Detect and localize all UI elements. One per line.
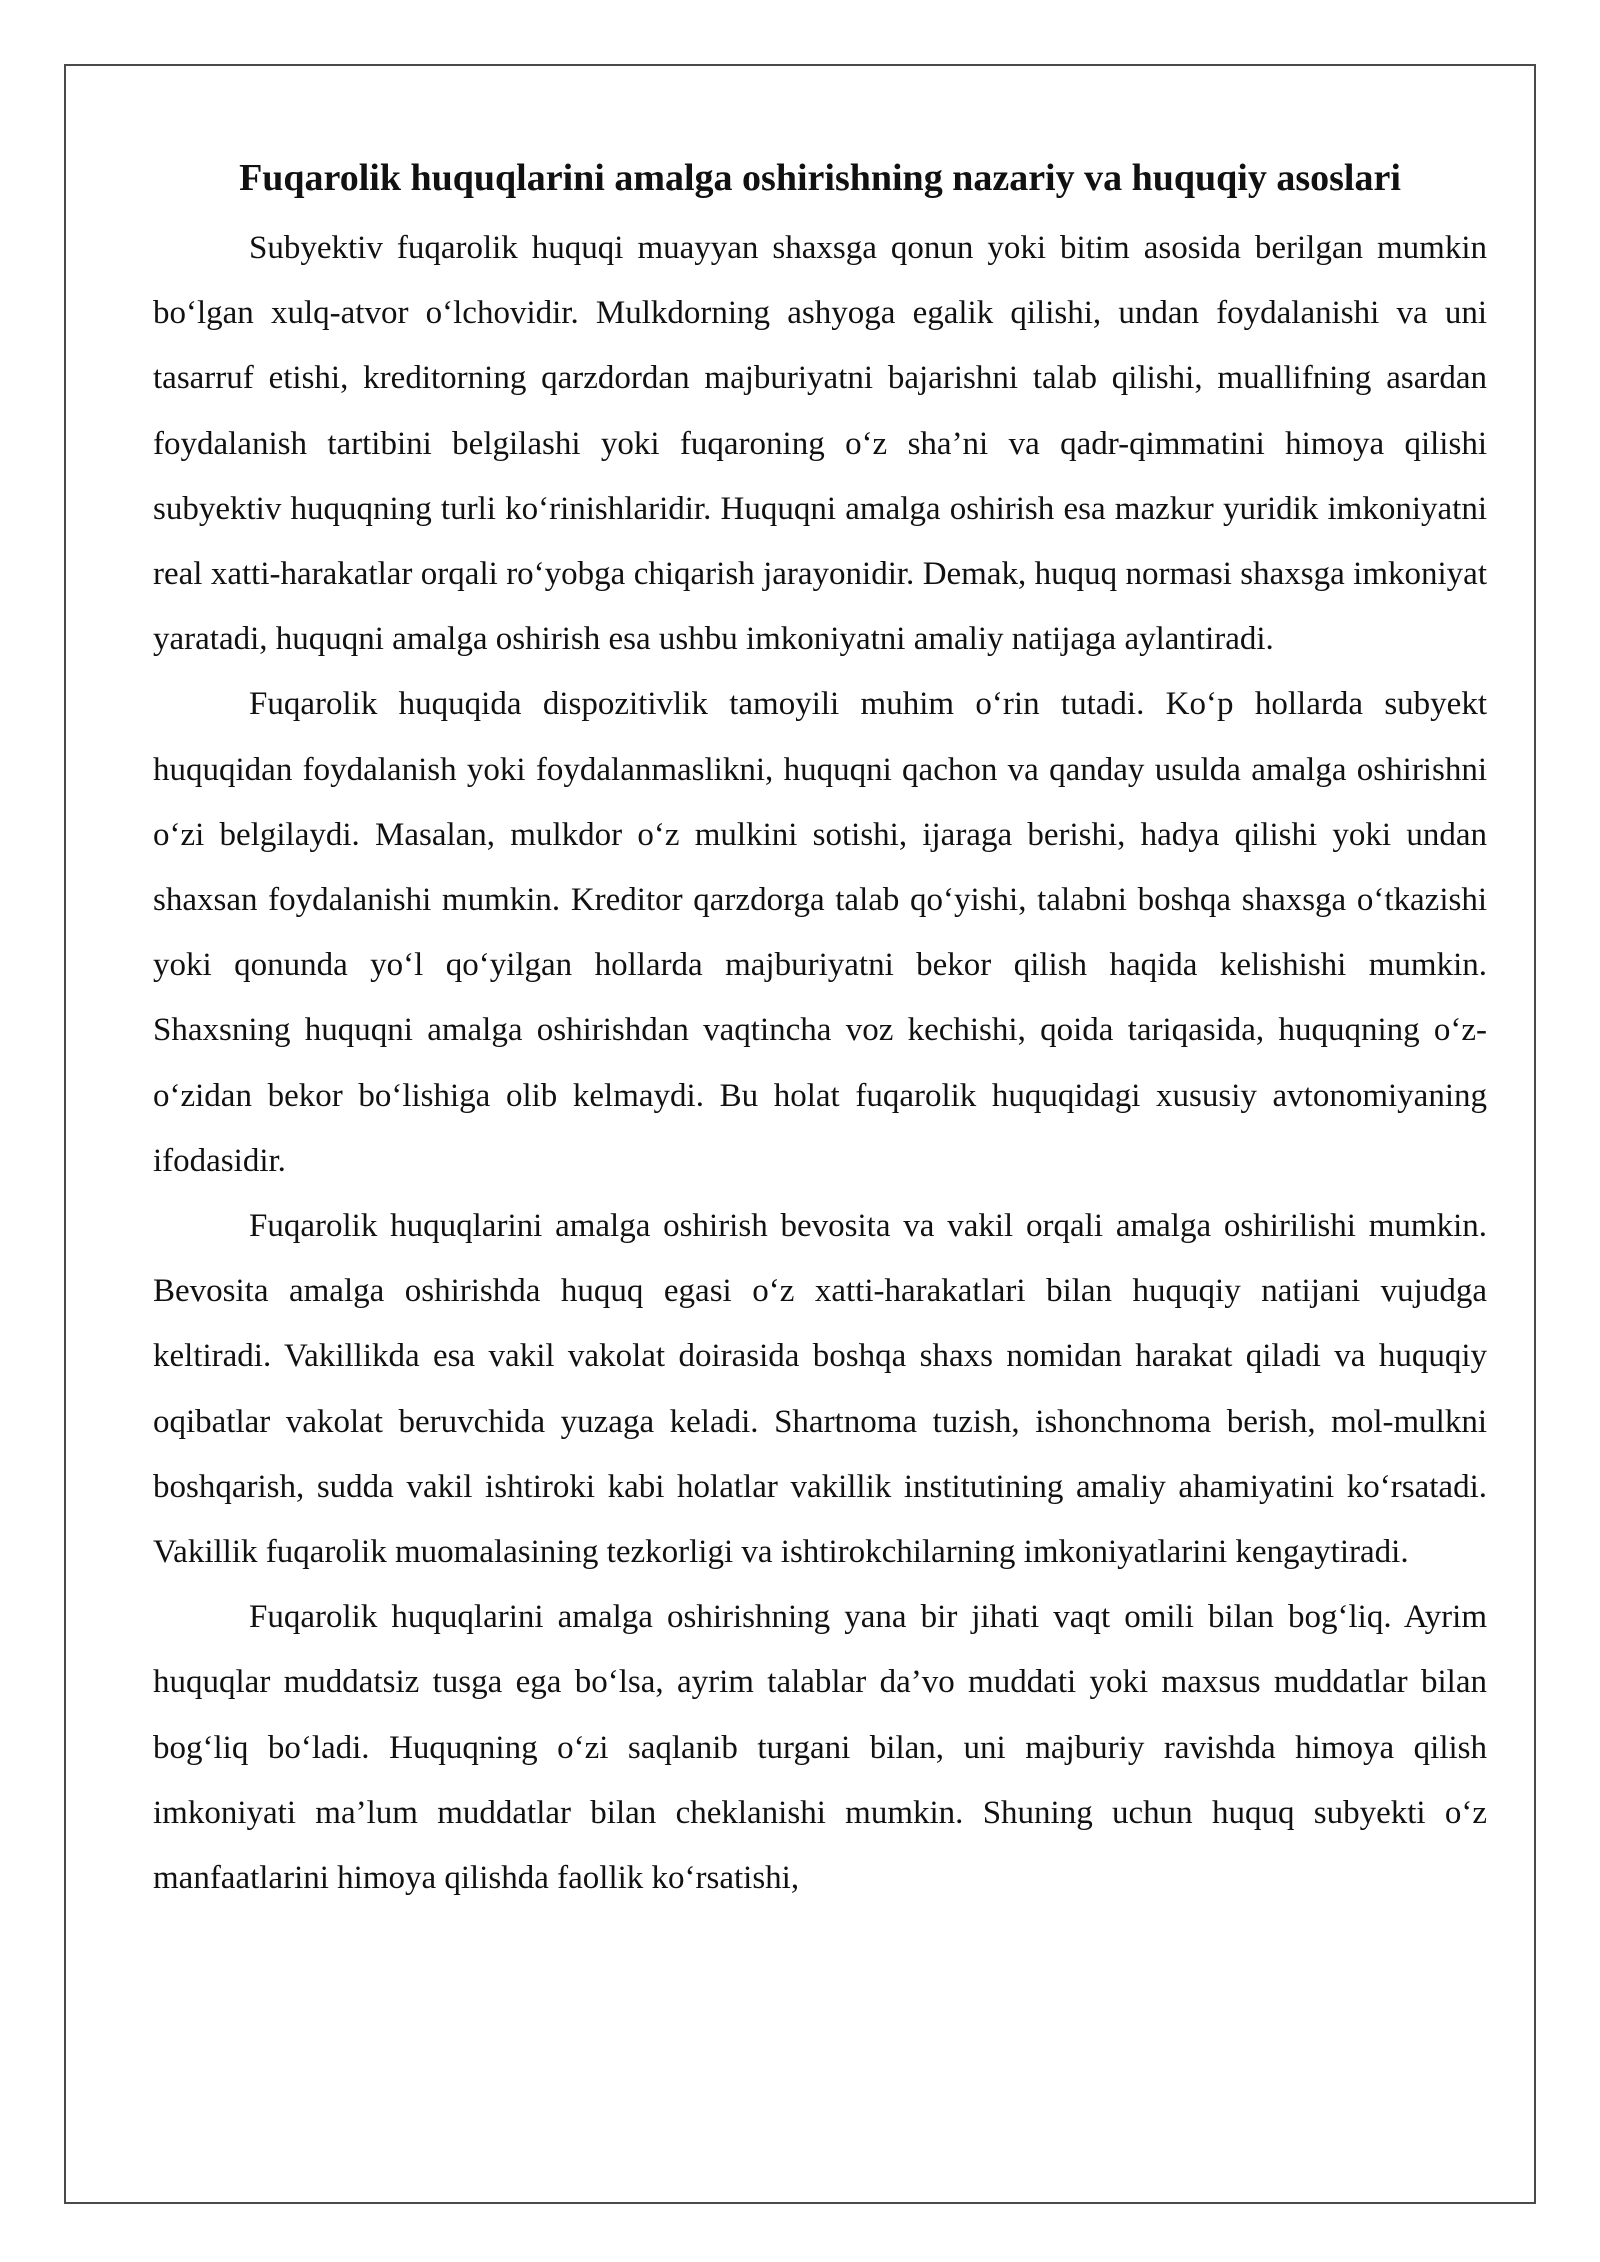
paragraph-2: Fuqarolik huquqida dispozitivlik tamoyili muhim o‘rin tutadi. Ko‘p hollarda subyekt huquqidan foydalanish yoki foydalanmaslikni, huquqni qachon va qanday usulda amalga oshirishni o‘zi belgilaydi. Masalan, mulkdor o‘z mulkini sotishi, ijaraga berishi, hadya qilishi yoki undan shaxsan foydalanishi mumkin. Kreditor qarzdorga talab qo‘yishi, talabni boshqa shaxsga o‘tkazishi yoki qonunda yo‘l qo‘yilgan hollarda majburiyatni bekor qilish haqida kelishishi mumkin. Shaxsning huquqni amalga oshirishdan vaqtincha voz kechishi, qoida tariqasida, huquqning o‘z-o‘zidan bekor bo‘lishiga olib kelmaydi. Bu holat fuqarolik huquqidagi xususiy avtonomiyaning ifodasidir. — [153, 686, 1487, 1179]
paragraph-4: Fuqarolik huquqlarini amalga oshirishning yana bir jihati vaqt omili bilan bog‘liq. Ayrim huquqlar muddatsiz tusga ega bo‘lsa, ayrim talablar da’vo muddati yoki maxsus muddatlar bilan bog‘liq bo‘ladi. Huquqning o‘zi saqlanib turgani bilan, uni majburiy ravishda himoya qilish imkoniyati ma’lum muddatlar bilan cheklanishi mumkin. Shuning uchun huquq subyekti o‘z manfaatlarini himoya qilishda faollik ko‘rsatishi, — [153, 1599, 1487, 1897]
document-title: Fuqarolik huquqlarini amalga oshirishning nazariy va huquqiy asoslari — [239, 157, 1401, 199]
document-body — [153, 148, 1487, 1911]
paragraph-1: Subyektiv fuqarolik huquqi muayyan shaxsga qonun yoki bitim asosida berilgan mumkin bo‘lgan xulq-atvor o‘lchovidir. Mulkdorning ashyoga egalik qilishi, undan foydalanishi va uni tasarruf etishi, kreditorning qarzdordan majburiyatni bajarishni talab qilishi, muallifning asardan foydalanish tartibini belgilashi yoki fuqaroning o‘z sha’ni va qadr-qimmatini himoya qilishi subyektiv huquqning turli ko‘rinishlaridir. Huquqni amalga oshirish esa mazkur yuridik imkoniyatni real xatti-harakatlar orqali ro‘yobga chiqarish jarayonidir. Demak, huquq normasi shaxsga imkoniyat yaratadi, huquqni amalga oshirish esa ushbu imkoniyatni amaliy natijaga aylantiradi. — [153, 230, 1487, 658]
paragraph-3: Fuqarolik huquqlarini amalga oshirish bevosita va vakil orqali amalga oshirilishi mumkin. Bevosita amalga oshirishda huquq egasi o‘z xatti-harakatlari bilan huquqiy natijani vujudga keltiradi. Vakillikda esa vakil vakolat doirasida boshqa shaxs nomidan harakat qiladi va huquqiy oqibatlar vakolat beruvchida yuzaga keladi. Shartnoma tuzish, ishonchnoma berish, mol-mulkni boshqarish, sudda vakil ishtiroki kabi holatlar vakillik institutining amaliy ahamiyatini ko‘rsatadi. Vakillik fuqarolik muomalasining tezkorligi va ishtirokchilarning imkoniyatlarini kengaytiradi. — [153, 1208, 1487, 1571]
